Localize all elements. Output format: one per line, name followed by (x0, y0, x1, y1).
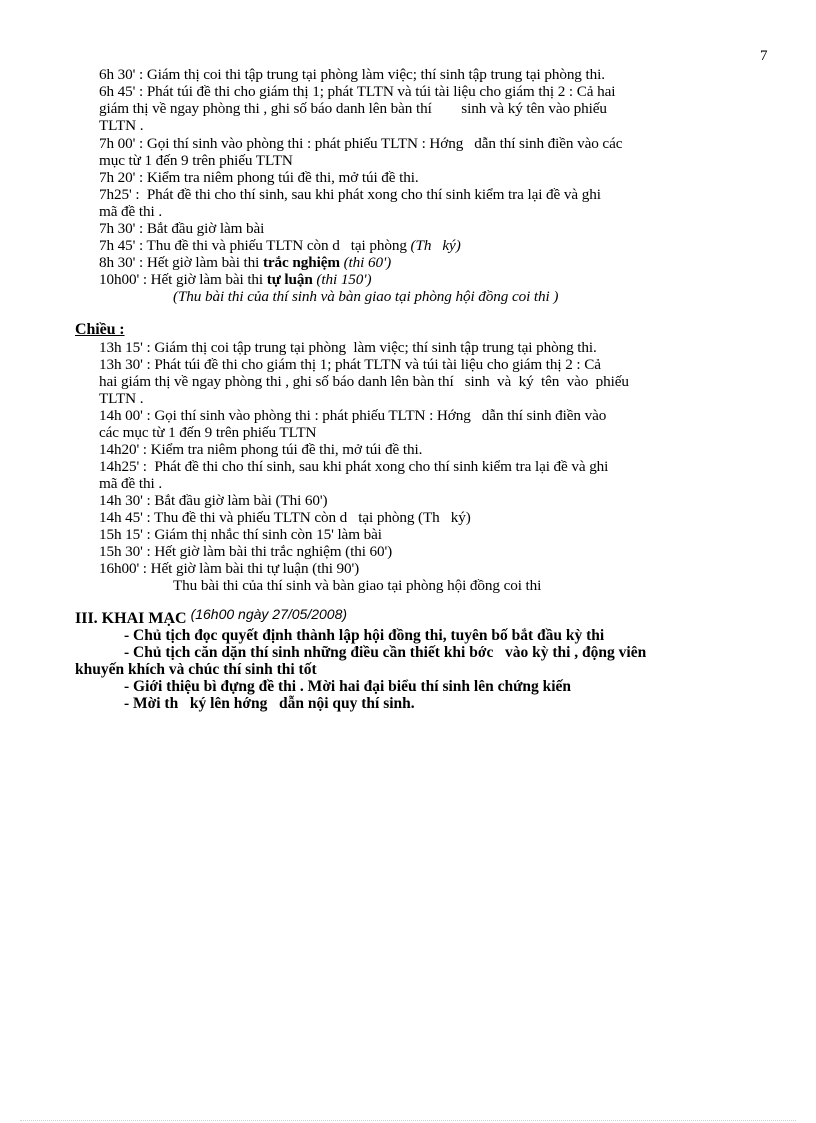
schedule-line (99, 203, 162, 220)
time-label: 7h 30' (99, 220, 136, 237)
time-label: 7h 20' (99, 169, 136, 186)
duration-note: (thi 150') (312, 271, 372, 288)
time-label: 7h 00' (99, 135, 136, 152)
handover-note: (Thu bài thi của thí sinh và bàn giao tại phòng hội đồng coi thi ) (173, 288, 559, 305)
schedule-line: 14h 45' : Thu đề thi và phiếu TLTN còn d tại phòng (Th ký) (99, 509, 471, 526)
schedule-line (99, 271, 371, 288)
schedule-line (99, 254, 391, 271)
schedule-line: 14h20' : Kiểm tra niêm phong túi đề thi, mở túi đề thi. (99, 441, 423, 458)
schedule-line (99, 83, 770, 100)
schedule-text: : Phát đề thi cho thí sinh, sau khi phát xong cho thí sinh kiểm tra lại đề và ghi (135, 186, 601, 203)
opening-item: - Giới thiệu bì đựng đề thi . Mời hai đại biểu thí sinh lên chứng kiến (124, 678, 572, 695)
schedule-line: các mục từ 1 đến 9 trên phiếu TLTN (99, 424, 317, 441)
schedule-line: TLTN . (99, 390, 144, 407)
opening-item: - Chủ tịch căn dặn thí sinh những điều cần thiết khi bớc vào kỳ thi , động viên (124, 644, 647, 661)
section-title: III. KHAI MẠC (75, 610, 187, 627)
schedule-line: 15h 15' : Giám thị nhắc thí sinh còn 15' làm bài (99, 526, 382, 543)
time-label: 6h 30' (99, 66, 136, 83)
schedule-line: 16h00' : Hết giờ làm bài thi tự luận (thi 90') (99, 560, 360, 577)
schedule-line: 14h 00' : Gọi thí sinh vào phòng thi : phát phiếu TLTN : Hớng dẫn thí sinh điền vào (99, 407, 607, 424)
schedule-line (99, 152, 293, 169)
schedule-line (99, 135, 622, 152)
schedule-line (99, 220, 264, 237)
schedule-text: mục từ 1 đến 9 trên phiếu TLTN (99, 152, 293, 169)
schedule-text: : Thu đề thi và phiếu TLTN còn d tại phòng (135, 237, 411, 254)
section-subtitle: (16h00 ngày 27/05/2008) (190, 606, 348, 622)
opening-item: - Chủ tịch đọc quyết định thành lập hội đồng thi, tuyên bố bắt đầu kỳ thi (124, 627, 605, 644)
time-label: 10h00' (99, 271, 143, 288)
schedule-text: mã đề thi . (99, 203, 163, 220)
time-label: 7h 45' (99, 237, 136, 254)
footer-divider (20, 1120, 796, 1121)
schedule-line: 14h25' : Phát đề thi cho thí sinh, sau khi phát xong cho thí sinh kiểm tra lại đề và ghi (99, 458, 609, 475)
duration-note: (thi 60') (339, 254, 392, 271)
section-heading (75, 606, 348, 628)
schedule-text: giám thị về ngay phòng thi , ghi số báo danh lên bàn thí sinh và ký tên vào phiếu (99, 100, 607, 117)
secretary-note: (Th ký) (410, 237, 461, 254)
time-label: 7h25' (99, 186, 136, 203)
schedule-line (99, 169, 419, 186)
schedule-text: : Giám thị coi thi tập trung tại phòng làm việc; thí sinh tập trung tại phòng thi. (135, 66, 605, 83)
opening-item: khuyến khích và chúc thí sinh thi tốt (75, 661, 317, 678)
schedule-text: : Kiểm tra niêm phong túi đề thi, mở túi đề thi. (135, 169, 419, 186)
opening-item: - Mời th ký lên hớng dẫn nội quy thí sinh. (124, 695, 415, 712)
schedule-line: mã đề thi . (99, 475, 163, 492)
schedule-line: 13h 30' : Phát túi đề thi cho giám thị 1; phát TLTN và túi tài liệu cho giám thị 2 : Cả (99, 356, 601, 373)
schedule-line (99, 186, 601, 203)
essay-label: tự luận (266, 271, 313, 288)
schedule-text: : Hết giờ làm bài thi (142, 271, 267, 288)
page-number: 7 (760, 48, 768, 64)
schedule-line: hai giám thị về ngay phòng thi , ghi số báo danh lên bàn thí sinh và ký tên vào phiếu (99, 373, 629, 390)
schedule-line (99, 66, 605, 83)
schedule-text: : Hết giờ làm bài thi (135, 254, 263, 271)
schedule-line (99, 237, 461, 254)
schedule-line: 13h 15' : Giám thị coi tập trung tại phòng làm việc; thí sinh tập trung tại phòng thi. (99, 339, 597, 356)
schedule-line: 14h 30' : Bắt đầu giờ làm bài (Thi 60') (99, 492, 328, 509)
schedule-line (99, 100, 607, 117)
schedule-text: : Gọi thí sinh vào phòng thi : phát phiếu TLTN : Hớng dẫn thí sinh điền vào các (135, 135, 623, 152)
schedule-line: 15h 30' : Hết giờ làm bài thi trắc nghiệm (thi 60') (99, 543, 393, 560)
handover-note: Thu bài thi của thí sinh và bàn giao tại phòng hội đồng coi thi (173, 577, 542, 594)
schedule-text: : Phát túi đề thi cho giám thị 1; phát TLTN và túi tài liệu cho giám thị 2 : Cả hai (135, 83, 616, 100)
multiple-choice-label: trắc nghiệm (262, 254, 340, 271)
schedule-text: : Bắt đầu giờ làm bài (135, 220, 265, 237)
schedule-line (99, 117, 143, 134)
time-label: 8h 30' (99, 254, 136, 271)
afternoon-title: Chiều : (75, 321, 125, 338)
schedule-text: TLTN . (99, 117, 144, 134)
time-label: 6h 45' (99, 83, 136, 100)
